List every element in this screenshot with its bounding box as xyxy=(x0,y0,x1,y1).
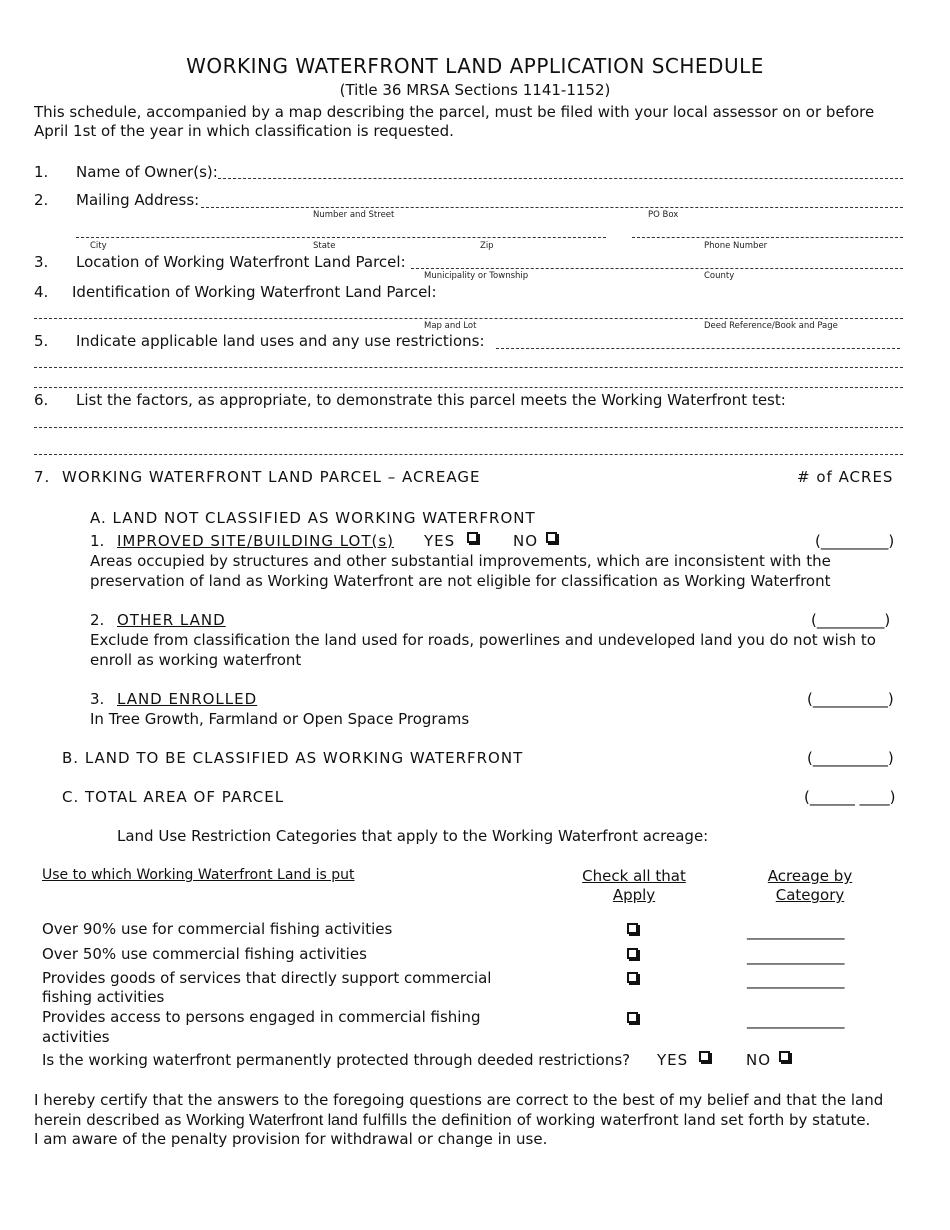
parcel-identification-field[interactable] xyxy=(34,318,903,319)
a1-no-checkbox[interactable] xyxy=(546,532,557,543)
protected-no-label: NO xyxy=(746,1051,772,1069)
intro-line-1: This schedule, accompanied by a map describing the parcel, must be filed with your local assessor on or before xyxy=(34,103,875,121)
protected-no-checkbox[interactable] xyxy=(779,1051,790,1062)
use-row-2-label: Over 50% use commercial fishing activities xyxy=(42,945,367,963)
a1-description-2: preservation of land as Working Waterfront are not eligible for classification as Working Waterfront xyxy=(90,572,831,590)
caption-zip: Zip xyxy=(480,241,494,251)
caption-phone: Phone Number xyxy=(704,241,768,251)
certification-term: Working Waterfront land xyxy=(186,1112,358,1129)
restriction-intro: Land Use Restriction Categories that apply to the Working Waterfront acreage: xyxy=(117,827,709,845)
a3-acres-field[interactable]: (__________) xyxy=(807,690,894,708)
caption-municipality: Municipality or Township xyxy=(424,271,529,281)
land-uses-field-3[interactable] xyxy=(34,387,903,388)
page-title: WORKING WATERFRONT LAND APPLICATION SCHEDULE xyxy=(186,54,764,78)
owner-name-field[interactable] xyxy=(218,178,903,179)
a2-number: 2. xyxy=(90,611,105,629)
use-row-3-label: Provides goods of services that directly support commercial xyxy=(42,969,492,987)
acreage-column-header-2: Category xyxy=(775,886,845,904)
certification-line-2 xyxy=(34,1111,870,1130)
q1-label: Name of Owner(s): xyxy=(76,163,218,181)
acreage-section-title: WORKING WATERFRONT LAND PARCEL – ACREAGE xyxy=(62,468,481,486)
intro-line-2: April 1st of the year in which classification is requested. xyxy=(34,122,454,140)
caption-deed: Deed Reference/Book and Page xyxy=(704,321,838,331)
certification-line-2a: herein described as xyxy=(34,1111,187,1129)
caption-map-lot: Map and Lot xyxy=(424,321,477,331)
use-row-4-acreage-field[interactable]: _____________ xyxy=(747,1011,845,1029)
b-acres-field[interactable]: (__________) xyxy=(807,749,894,767)
q6-label: List the factors, as appropriate, to demonstrate this parcel meets the Working Waterfront test: xyxy=(76,391,786,409)
q6-number: 6. xyxy=(34,391,49,409)
q2-number: 2. xyxy=(34,191,49,209)
use-row-3-checkbox[interactable] xyxy=(627,972,638,983)
a1-yes-checkbox[interactable] xyxy=(467,532,478,543)
a3-description: In Tree Growth, Farmland or Open Space Programs xyxy=(90,710,470,728)
a1-no-label: NO xyxy=(513,532,539,550)
q5-number: 5. xyxy=(34,332,49,350)
a1-label: IMPROVED SITE/BUILDING LOT(s) xyxy=(117,532,395,550)
land-uses-field-2[interactable] xyxy=(34,367,903,368)
protected-question: Is the working waterfront permanently protected through deeded restrictions? xyxy=(42,1051,631,1069)
caption-state: State xyxy=(313,241,336,251)
section-b-label: B. LAND TO BE CLASSIFIED AS WORKING WATERFRONT xyxy=(62,749,524,767)
check-column-header-2: Apply xyxy=(612,886,656,904)
a2-label: OTHER LAND xyxy=(117,611,226,629)
use-row-4-label-cont: activities xyxy=(42,1028,110,1046)
q2-label: Mailing Address: xyxy=(76,191,200,209)
use-row-4-checkbox[interactable] xyxy=(627,1012,638,1023)
use-column-header: Use to which Working Waterfront Land is put xyxy=(42,867,355,883)
certification-line-3: I am aware of the penalty provision for withdrawal or change in use. xyxy=(34,1130,548,1148)
a1-description-1: Areas occupied by structures and other substantial improvements, which are inconsistent with the xyxy=(90,552,831,570)
caption-po-box: PO Box xyxy=(648,210,679,220)
use-row-1-checkbox[interactable] xyxy=(627,923,638,934)
use-row-3-label-cont: fishing activities xyxy=(42,988,165,1006)
land-uses-field-1[interactable] xyxy=(496,348,900,349)
page-subtitle: (Title 36 MRSA Sections 1141-1152) xyxy=(339,81,611,99)
q1-number: 1. xyxy=(34,163,49,181)
use-row-4-label: Provides access to persons engaged in commercial fishing xyxy=(42,1008,481,1026)
use-row-2-acreage-field[interactable]: _____________ xyxy=(747,947,845,965)
q3-label: Location of Working Waterfront Land Parcel: xyxy=(76,253,406,271)
protected-yes-checkbox[interactable] xyxy=(699,1051,710,1062)
waterfront-factors-field-2[interactable] xyxy=(34,454,903,455)
use-row-1-label: Over 90% use for commercial fishing activities xyxy=(42,920,393,938)
protected-yes-label: YES xyxy=(657,1051,689,1069)
caption-city: City xyxy=(90,241,107,251)
a2-description-1: Exclude from classification the land used for roads, powerlines and undeveloped land you do not wish to xyxy=(90,631,876,649)
caption-county: County xyxy=(704,271,735,281)
section-c-label: C. TOTAL AREA OF PARCEL xyxy=(62,788,285,806)
a1-yes-label: YES xyxy=(424,532,456,550)
use-row-2-checkbox[interactable] xyxy=(627,948,638,959)
a2-description-2: enroll as working waterfront xyxy=(90,651,302,669)
use-row-1-acreage-field[interactable]: _____________ xyxy=(747,922,845,940)
a1-number: 1. xyxy=(90,532,105,550)
a2-acres-field[interactable]: (_________) xyxy=(811,611,891,629)
q5-label: Indicate applicable land uses and any use restrictions: xyxy=(76,332,485,350)
acres-column-header: # of ACRES xyxy=(797,468,894,486)
mailing-street-field[interactable] xyxy=(201,207,903,208)
a3-number: 3. xyxy=(90,690,105,708)
caption-street: Number and Street xyxy=(313,210,395,220)
section-a-title: A. LAND NOT CLASSIFIED AS WORKING WATERFRONT xyxy=(90,509,536,527)
a3-label: LAND ENROLLED xyxy=(117,690,258,708)
certification-line-1: I hereby certify that the answers to the foregoing questions are correct to the best of my belief and that the land xyxy=(34,1091,884,1109)
check-column-header-1: Check all that xyxy=(582,867,686,885)
waterfront-factors-field-1[interactable] xyxy=(34,427,903,428)
c-acres-field[interactable]: (______ ____) xyxy=(804,788,896,806)
use-row-3-acreage-field[interactable]: _____________ xyxy=(747,971,845,989)
a1-acres-field[interactable]: (_________) xyxy=(815,532,895,550)
parcel-location-field[interactable] xyxy=(411,268,903,269)
acreage-column-header-1: Acreage by xyxy=(767,867,853,885)
q3-number: 3. xyxy=(34,253,49,271)
mailing-city-state-zip-field[interactable] xyxy=(76,237,606,238)
q4-label: Identification of Working Waterfront Land Parcel: xyxy=(72,283,437,301)
q7-number: 7. xyxy=(34,468,51,486)
q4-number: 4. xyxy=(34,283,49,301)
certification-line-2c: fulfills the definition of working waterfront land set forth by statute. xyxy=(357,1111,871,1129)
phone-number-field[interactable] xyxy=(632,237,903,238)
